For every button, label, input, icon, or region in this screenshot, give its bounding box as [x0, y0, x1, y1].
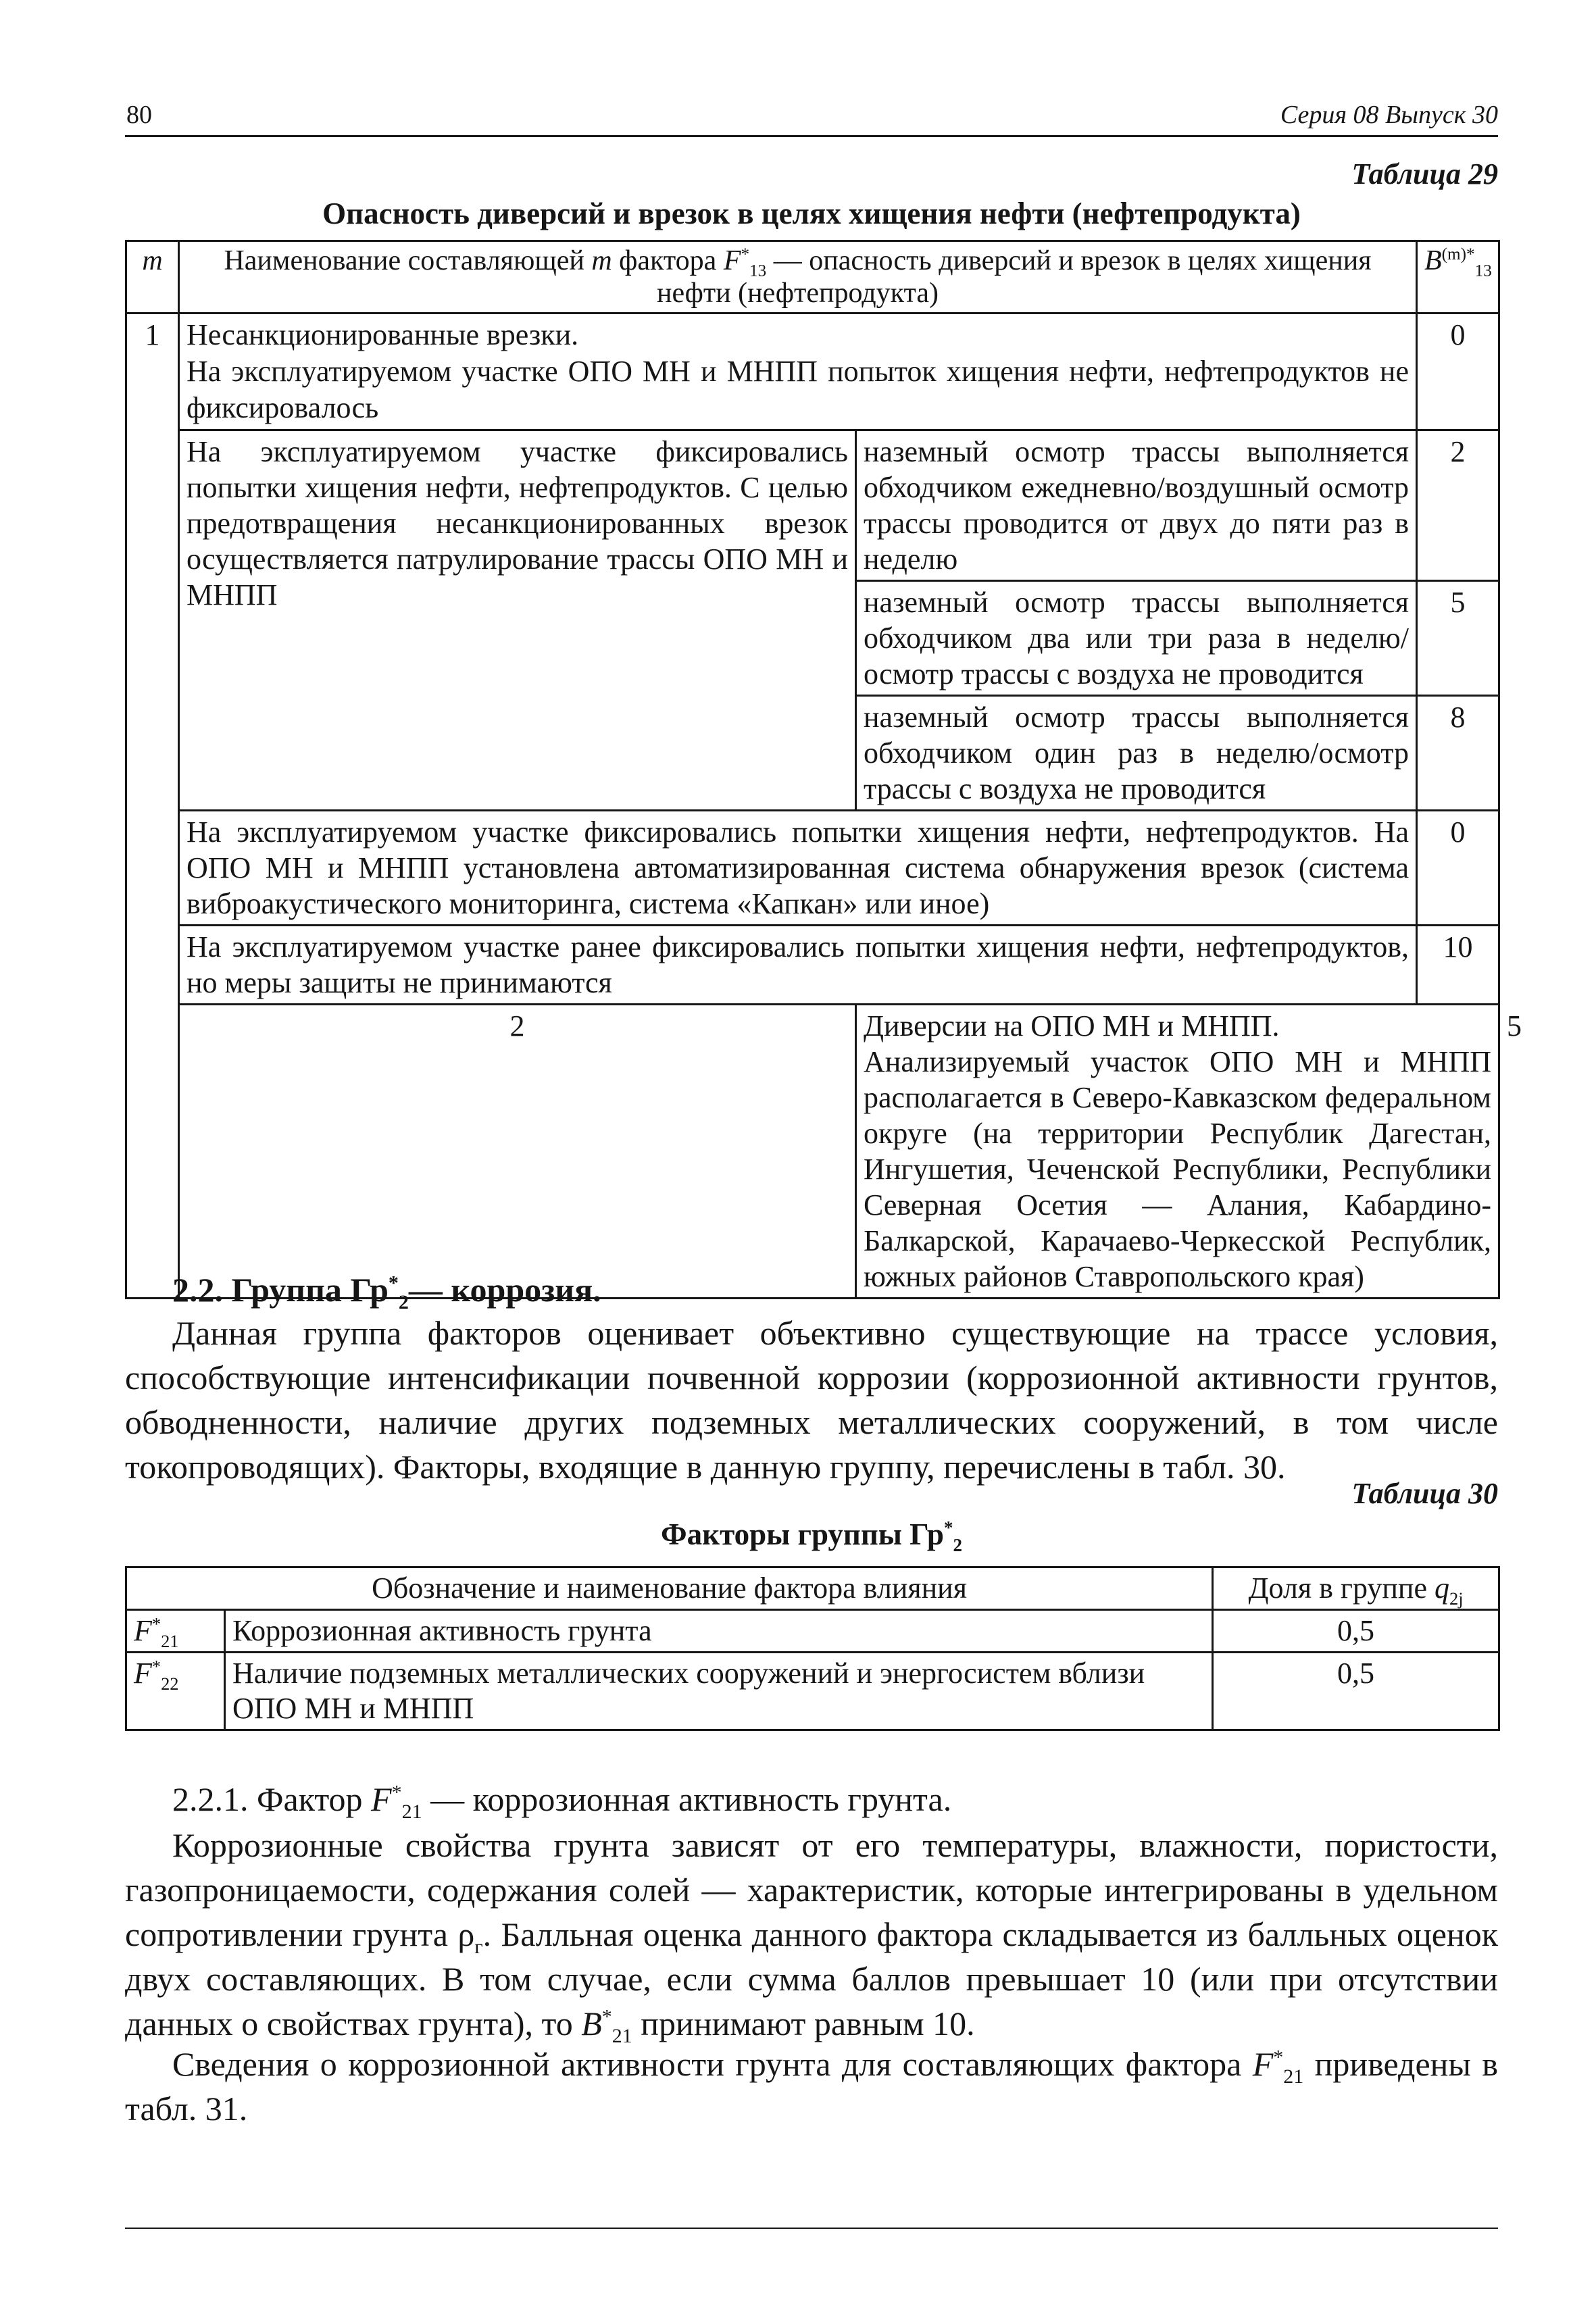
factor-symbol: $F^*_{21}$: [126, 1610, 225, 1653]
paragraph: Данная группа факторов оценивает объективно существующие на трассе условия, способствующие интенсификации почвенной коррозии (коррозионной активности грунтов, обводненности, наличие других подземных металлических сооружений, в том числе токопроводящих). Факторы, входящие в данную группу, перечислены в табл. 30.: [125, 1314, 1498, 1486]
score-cell: 0: [1417, 811, 1499, 926]
factor-name: Коррозионная активность грунта: [225, 1610, 1213, 1653]
header-cell-name: Обозначение и наименование фактора влияния: [126, 1567, 1213, 1610]
score-cell: 0: [1417, 313, 1499, 430]
footer-rule: [125, 2228, 1498, 2229]
table-29-title: Опасность диверсий и врезок в целях хищения нефти (нефтепродукта): [322, 197, 1301, 230]
header-cell-name: Наименование составляющей m фактора $F^*_{13}$ — опасность диверсий и врезок в целях хищения нефти (нефтепродукта): [179, 241, 1417, 313]
table-cell: наземный осмотр трассы выполняется обходчиком один раз в неделю/осмотр трассы с воздуха не проводится: [856, 696, 1417, 811]
row-number: 1: [126, 313, 179, 1299]
factor-name: Наличие подземных металлических сооружений и энергосистем вблизи ОПО МН и МНПП: [225, 1653, 1213, 1730]
table-cell: На эксплуатируемом участке фиксировались попытки хищения нефти, нефтепродуктов. На ОПО МН и МНПП установлена автоматизированная система обнаружения врезок (система виброакустического мониторинга, система «Капкан» или иное): [179, 811, 1417, 926]
paragraph: Коррозионные свойства грунта зависят от его температуры, влажности, пористости, газопроницаемости, содержания солей — характеристик, которые интегрированы в удельном сопротивлении грунта $\rho_г$. Балльная оценка данного фактора складывается из балльных оценок двух составляющих. В том случае, если сумма баллов превышает 10 (или при отсутствии данных о свойствах грунта), то $B^*_{21}$ принимают равным 10.: [125, 1826, 1499, 2047]
table-row: [126, 1610, 1499, 1653]
factor-share: 0,5: [1213, 1610, 1499, 1653]
table-row: [126, 313, 1499, 430]
table-30-label: Таблица 30: [1351, 1477, 1498, 1510]
row-number: 2: [179, 1005, 856, 1299]
table-row: [126, 811, 1499, 926]
table-row: [126, 1567, 1499, 1610]
table-row: [126, 430, 1499, 581]
table-30-title: Факторы группы $Гр^*_2$: [661, 1517, 962, 1555]
factor-share: 0,5: [1213, 1653, 1499, 1730]
table-row: 2 Диверсии на ОПО МН и МНПП. Анализируемый участок ОПО МН и МНПП располагается в Северо-Кавказском федеральном округе (на территории Республик Дагестан, Ингушетия, Чеченской Республики, Республики Северная Осетия — Алания, Кабардино-Балкарской, Карачаево-Черкесской Республик, южных районов Ставропольского края) 5: [126, 1005, 1499, 1299]
table-30: [125, 1566, 1500, 1731]
score-cell: 8: [1417, 696, 1499, 811]
series-title: Серия 08 Выпуск 30: [1280, 101, 1498, 129]
table-29-label: Таблица 29: [1351, 157, 1498, 191]
table-cell: На эксплуатируемом участке ранее фиксировались попытки хищения нефти, нефтепродуктов, но меры защиты не принимаются: [179, 926, 1417, 1005]
score-cell: 5: [1417, 581, 1499, 696]
table-cell: На эксплуатируемом участке фиксировались попытки хищения нефти, нефтепродуктов. С целью предотвращения несанкционированных врезок осуществляется патрулирование трассы ОПО МН и МНПП: [179, 430, 856, 811]
table-row: [126, 1653, 1499, 1730]
section-heading: 2.2. Группа $Гр^*_2—$ коррозия.: [172, 1271, 601, 1313]
factor-symbol: $F^*_{22}$: [126, 1653, 225, 1730]
paragraph: Сведения о коррозионной активности грунта для составляющих фактора $F^*_{21}$ приведены в табл. 31.: [125, 2045, 1498, 2128]
header-cell-share: Доля в группе $q_{2j}$: [1213, 1567, 1499, 1610]
table-29: [125, 240, 1522, 1299]
subsection-heading: 2.2.1. Фактор $F^*_{21}$ — коррозионная активность грунта.: [172, 1780, 952, 1823]
score-cell: 2: [1417, 430, 1499, 581]
header-cell-m: m: [126, 241, 179, 313]
header-rule: [125, 135, 1498, 137]
table-cell: Несанкционированные врезки. На эксплуатируемом участке ОПО МН и МНПП попыток хищения нефти, нефтепродуктов не фиксировалось: [179, 313, 1417, 430]
table-cell: наземный осмотр трассы выполняется обходчиком два или три раза в неделю/осмотр трассы с воздуха не проводится: [856, 581, 1417, 696]
table-cell: Диверсии на ОПО МН и МНПП. Анализируемый участок ОПО МН и МНПП располагается в Северо-Кавказском федеральном округе (на территории Республик Дагестан, Ингушетия, Чеченской Республики, Республики Северная Осетия — Алания, Кабардино-Балкарской, Карачаево-Черкесской Республик, южных районов Ставропольского края): [856, 1005, 1499, 1299]
page-number: 80: [126, 101, 152, 129]
table-row: [126, 241, 1499, 313]
header-cell-score: $B^{(m)*}_{13}$: [1417, 241, 1499, 313]
score-cell: 10: [1417, 926, 1499, 1005]
table-cell: наземный осмотр трассы выполняется обходчиком ежедневно/воздушный осмотр трассы проводится от двух до пяти раз в неделю: [856, 430, 1417, 581]
table-row: [126, 926, 1499, 1005]
